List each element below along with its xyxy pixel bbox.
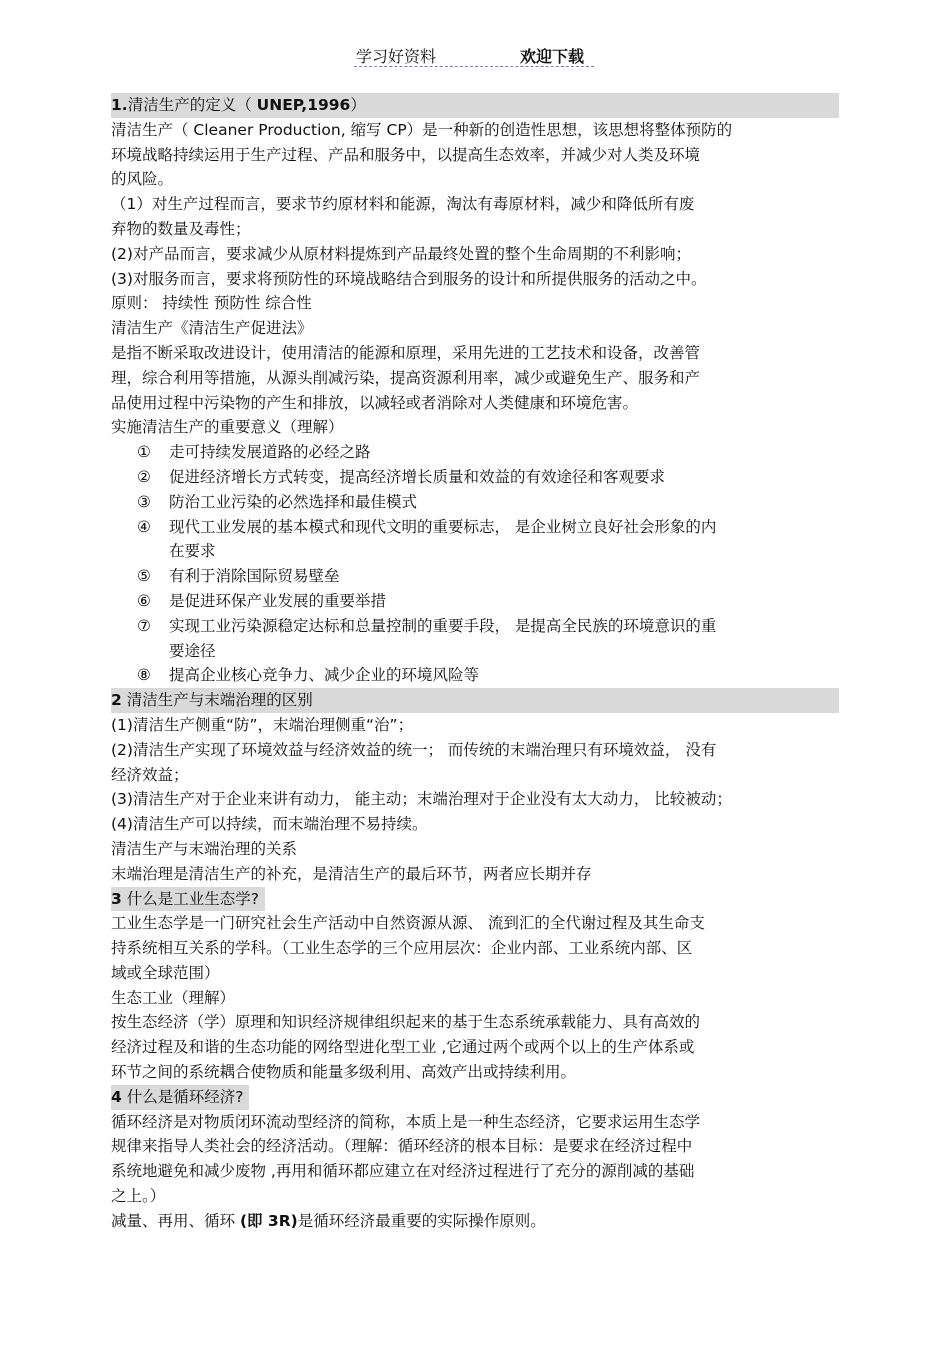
list-item-text: 实现工业污染源稳定达标和总量控制的重要手段， 是提高全民族的环境意识的重	[169, 616, 717, 635]
paragraph-line: 清洁生产与末端治理的关系	[111, 839, 298, 858]
list-item	[111, 490, 839, 515]
paragraph-line: 系统地避免和减少废物 ,再用和循环都应建立在对经济过程进行了充分的源削减的基础	[111, 1162, 695, 1181]
header-right-text: 欢迎下载	[520, 47, 585, 66]
paragraph-line: 之上。）	[111, 1187, 166, 1206]
list-marker: ④	[137, 517, 151, 536]
list-item	[111, 589, 839, 614]
paragraph-line: (4)清洁生产可以持续，而末端治理不易持续。	[111, 815, 428, 834]
section-1-title-bold: UNEP,1996	[256, 96, 351, 114]
paragraph-line: 域或全球范围）	[111, 963, 220, 982]
paragraph-line: 规律来指导人类社会的经济活动。（理解：循环经济的根本目标：是要求在经济过程中	[111, 1137, 693, 1156]
paragraph-line: 按生态经济（学）原理和知识经济规律组织起来的基于生态系统承载能力、具有高效的	[111, 1013, 701, 1032]
section-1-number: 1.	[111, 96, 128, 114]
list-item-text: 提高企业核心竞争力、减少企业的环境风险等	[169, 666, 480, 685]
header-left-text: 学习好资料	[356, 47, 437, 66]
paragraph-line: 环境战略持续运用于生产过程、产品和服务中，以提高生态效率，并减少对人类及环境	[111, 145, 701, 164]
list-item-text: 促进经济增长方式转变，提高经济增长质量和效益的有效途径和客观要求	[169, 467, 666, 486]
list-marker: ⑥	[137, 591, 151, 610]
paragraph-line: 弃物的数量及毒性；	[111, 219, 251, 238]
list-item-continuation: 在要求	[169, 542, 216, 561]
list-item-text: 有利于消除国际贸易壁垒	[169, 567, 340, 586]
paragraph-line: （1）对生产过程而言，要求节约原材料和能源，淘汰有毒原材料，减少和降低所有废	[111, 195, 695, 214]
list-item	[111, 564, 839, 589]
list-item	[111, 515, 839, 540]
paragraph-line: 原则： 持续性 预防性 综合性	[111, 294, 312, 313]
section-3-heading-row	[111, 887, 839, 912]
section-2-heading	[111, 688, 839, 713]
section-3-title: 什么是工业生态学?	[126, 889, 259, 908]
paragraph-line: 实施清洁生产的重要意义（理解）	[111, 418, 344, 437]
list-item	[111, 465, 839, 490]
closing-prefix: 减量、再用、循环	[111, 1211, 240, 1230]
section-2-title: 清洁生产与末端治理的区别	[126, 691, 313, 710]
section-4-heading-row	[111, 1085, 839, 1110]
paragraph-line: 经济过程及和谐的生态功能的网络型进化型工业 ,它通过两个或两个以上的生产体系或	[111, 1038, 695, 1057]
paragraph-line: 环节之间的系统耦合使物质和能量多级利用、高效产出或持续利用。	[111, 1063, 577, 1082]
paragraph-line: (2)对产品而言，要求减少从原材料提炼到产品最终处置的整个生命周期的不利影响；	[111, 244, 691, 263]
paragraph-line: 清洁生产《清洁生产促进法》	[111, 319, 313, 338]
closing-bold: (即 3R)	[239, 1211, 298, 1230]
list-marker: ⑧	[137, 666, 151, 685]
section-3-number: 3	[111, 889, 122, 908]
list-item-text: 现代工业发展的基本模式和现代文明的重要标志， 是企业树立良好社会形象的内	[169, 517, 717, 536]
paragraph-line: 工业生态学是一门研究社会生产活动中自然资源从源、 流到汇的全代谢过程及其生命支	[111, 914, 705, 933]
section-1-heading	[111, 93, 839, 118]
list-item-text: 走可持续发展道路的必经之路	[169, 443, 371, 462]
page-header	[354, 44, 594, 67]
paragraph-line: (3)对服务而言，要求将预防性的环境战略结合到服务的设计和所提供服务的活动之中。	[111, 269, 707, 288]
list-marker: ⑦	[137, 616, 151, 635]
closing-line	[111, 1209, 839, 1234]
paragraph-line: (3)清洁生产对于企业来讲有动力， 能主动；末端治理对于企业没有太大动力， 比较被动；	[111, 790, 732, 809]
section-4-heading	[111, 1085, 249, 1110]
list-marker: ②	[137, 467, 151, 486]
section-1-title-prefix: 清洁生产的定义（	[127, 96, 252, 114]
paragraph-line: 持系统相互关系的学科。（工业生态学的三个应用层次：企业内部、工业系统内部、区	[111, 939, 693, 958]
section-4-title: 什么是循环经济?	[126, 1087, 244, 1106]
list-item-continuation: 要途径	[169, 641, 216, 660]
paragraph-line: 是指不断采取改进设计，使用清洁的能源和原理，采用先进的工艺技术和设备，改善管	[111, 343, 701, 362]
closing-suffix: 是循环经济最重要的实际操作原则。	[297, 1211, 546, 1230]
list-item-text: 是促进环保产业发展的重要举措	[169, 591, 387, 610]
list-item	[111, 663, 839, 688]
list-item-text: 防治工业污染的必然选择和最佳模式	[169, 492, 418, 511]
paragraph-line: 的风险。	[111, 170, 174, 189]
list-marker: ①	[137, 443, 151, 462]
paragraph-line: 生态工业（理解）	[111, 988, 236, 1007]
paragraph-line: 末端治理是清洁生产的补充，是清洁生产的最后环节，两者应长期并存	[111, 864, 592, 883]
paragraph-line: 理，综合利用等措施，从源头削减污染，提高资源利用率，减少或避免生产、服务和产	[111, 368, 701, 387]
list-item	[111, 614, 839, 639]
list-marker: ⑤	[137, 567, 151, 586]
paragraph-line: 经济效益；	[111, 765, 189, 784]
section-4-number: 4	[111, 1087, 122, 1106]
paragraph-line: (1)清洁生产侧重“防”，末端治理侧重“治”；	[111, 715, 414, 734]
list-marker: ③	[137, 492, 151, 511]
section-2-number: 2	[111, 691, 122, 710]
paragraph-line: 品使用过程中污染物的产生和排放，以减轻或者消除对人类健康和环境危害。	[111, 393, 639, 412]
list-item	[111, 440, 839, 465]
paragraph-line: 清洁生产（ Cleaner Production, 缩写 CP）是一种新的创造性思想，该思想将整体预防的	[111, 120, 733, 139]
paragraph-line: 循环经济是对物质闭环流动型经济的简称，本质上是一种生态经济，它要求运用生态学	[111, 1112, 701, 1131]
section-1-title-suffix: ）	[350, 96, 366, 114]
paragraph-line: (2)清洁生产实现了环境效益与经济效益的统一； 而传统的末端治理只有环境效益， 没有	[111, 740, 717, 759]
document-body	[111, 93, 839, 1234]
section-3-heading	[111, 887, 265, 912]
